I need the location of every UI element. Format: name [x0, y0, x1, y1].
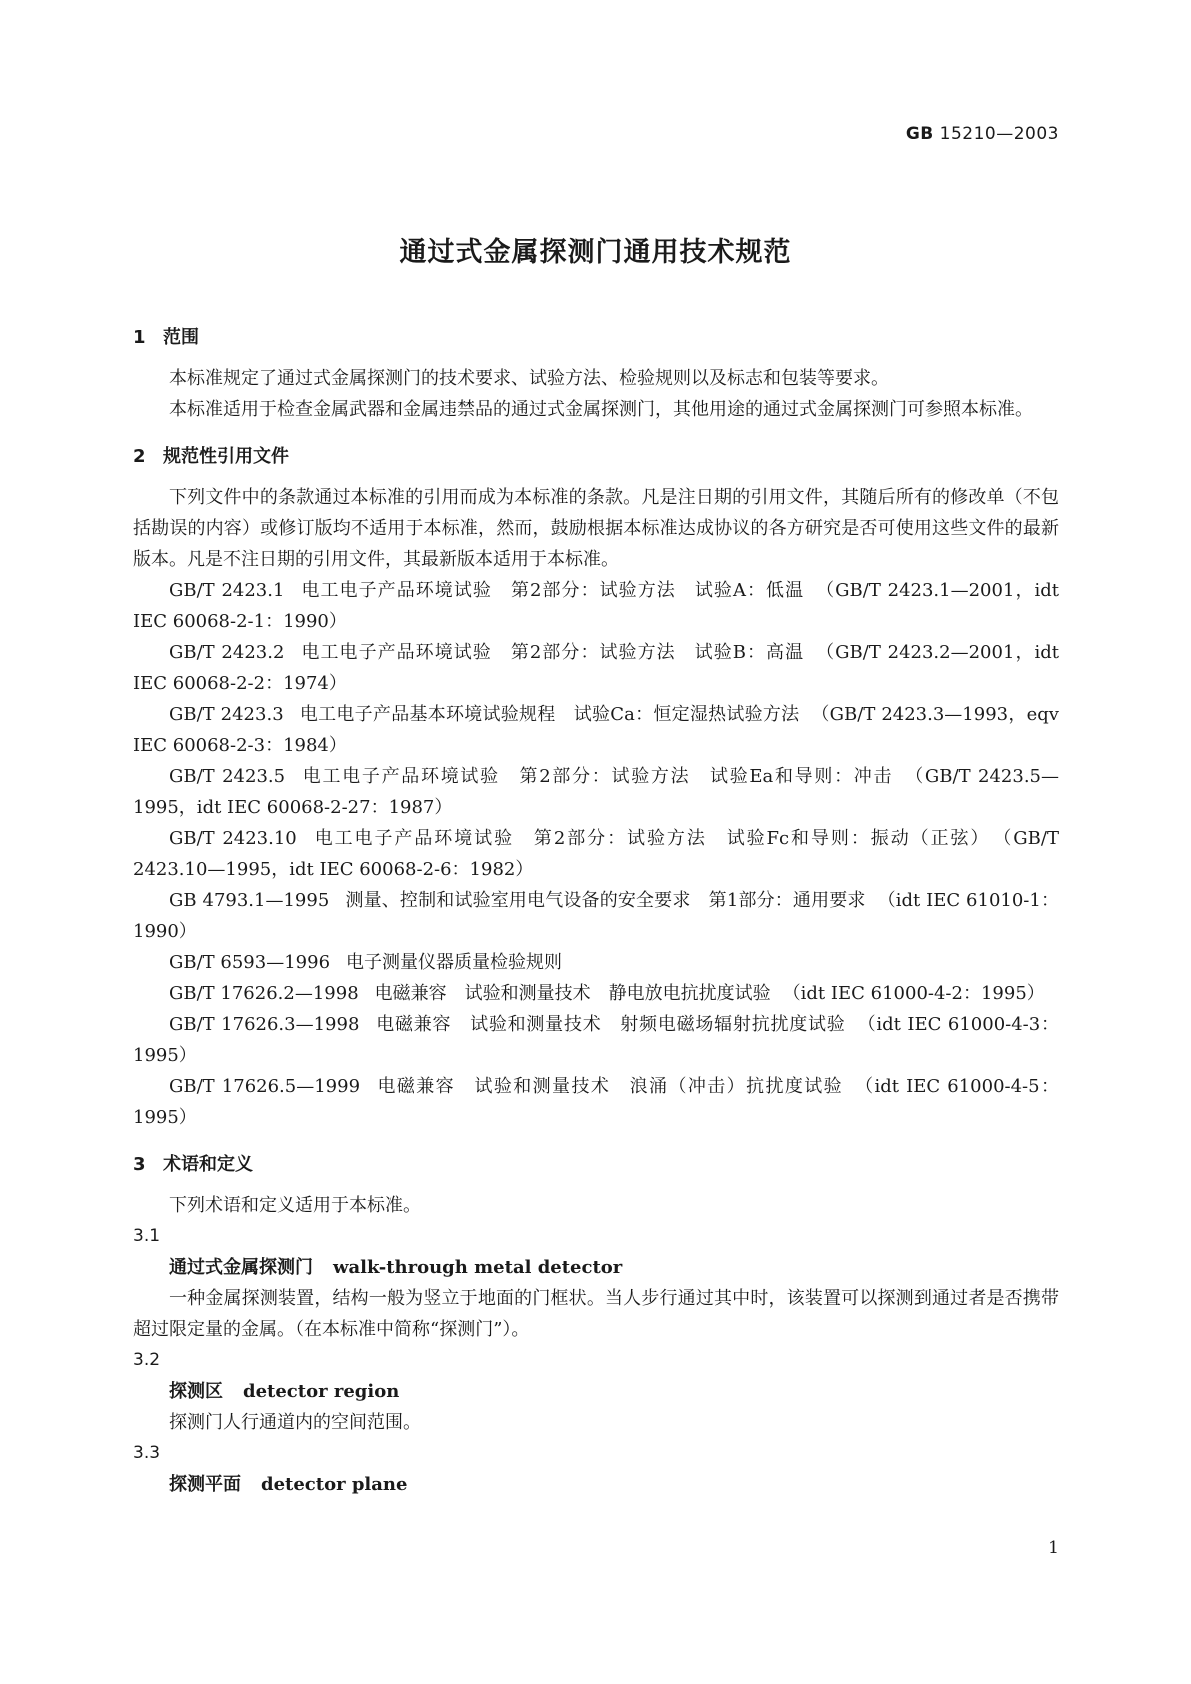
paragraph: 本标准规定了通过式金属探测门的技术要求、试验方法、检验规则以及标志和包装等要求。: [169, 368, 889, 389]
term-name-zh: 通过式金属探测门: [169, 1257, 313, 1278]
section-title: 术语和定义: [163, 1154, 253, 1175]
section-heading-terms-definitions: [133, 1149, 1059, 1180]
reference-title: 电工电子产品环境试验 第2部分：试验方法 试验Fc和导则：振动（正弦）: [312, 828, 991, 849]
document-title: 通过式金属探测门通用技术规范: [399, 237, 792, 268]
reference-note: （GB/T 2423.2—2001，idt IEC 60068-2-2：1974）: [133, 642, 1059, 694]
term-name-zh: 探测平面: [169, 1474, 241, 1495]
standard-code-prefix: GB: [905, 124, 934, 144]
page-number: 1: [1048, 1538, 1059, 1558]
reference-title: 电工电子产品环境试验 第2部分：试验方法 试验A：低温: [300, 580, 805, 601]
reference-title: 电磁兼容 试验和测量技术 静电放电抗扰度试验: [374, 983, 771, 1004]
reference-title: 电子测量仪器质量检验规则: [346, 952, 563, 973]
section-title: 范围: [163, 327, 199, 348]
term-name: [133, 1469, 1059, 1500]
reference-title: 测量、控制和试验室用电气设备的安全要求 第1部分：通用要求: [345, 890, 866, 911]
reference-code: GB/T 2423.2: [169, 642, 285, 663]
reference-note: （GB/T 2423.3—1993，eqv IEC 60068-2-3：1984）: [133, 704, 1059, 756]
reference-code: GB/T 17626.3—1998: [169, 1014, 360, 1035]
reference-item: [133, 699, 1059, 761]
paragraph: 本标准适用于检查金属武器和金属违禁品的通过式金属探测门，其他用途的通过式金属探测门可参照本标准。: [169, 399, 1033, 420]
reference-item: [133, 823, 1059, 885]
term-definition: 探测门人行通道内的空间范围。: [169, 1412, 421, 1433]
reference-item: [133, 637, 1059, 699]
reference-note: （GB/T 2423.5—1995，idt IEC 60068-2-27：1987）: [133, 766, 1059, 818]
section-heading-normative-references: [133, 441, 1059, 472]
standard-code-number: 15210—2003: [933, 124, 1059, 144]
section-title: 规范性引用文件: [163, 446, 289, 467]
term-number: 3.1: [133, 1226, 161, 1246]
reference-note: （idt IEC 61000-4-2：1995）: [782, 983, 1045, 1004]
reference-title: 电磁兼容 试验和测量技术 射频电磁场辐射抗扰度试验: [375, 1014, 846, 1035]
reference-note: （GB/T 2423.1—2001，idt IEC 60068-2-1：1990）: [133, 580, 1060, 632]
reference-code: GB/T 17626.2—1998: [169, 983, 359, 1004]
reference-note: （idt IEC 61000-4-5：1995）: [133, 1076, 1059, 1128]
term-name: [133, 1376, 1059, 1407]
reference-code: GB/T 2423.3: [169, 704, 284, 725]
reference-item: [133, 1071, 1059, 1133]
term-number: 3.3: [133, 1443, 161, 1463]
term-name-en: detector region: [243, 1381, 400, 1402]
reference-item: [133, 885, 1059, 947]
reference-title: 电工电子产品基本环境试验规程 试验Ca：恒定湿热试验方法: [299, 704, 800, 725]
section-number: 3: [133, 1154, 146, 1175]
term-name: [133, 1252, 1059, 1283]
document-body: [133, 322, 1059, 1500]
reference-code: GB/T 2423.5: [169, 766, 286, 787]
standard-code: [906, 124, 1059, 144]
term-name-en: walk-through metal detector: [333, 1257, 623, 1278]
term-name-zh: 探测区: [169, 1381, 223, 1402]
reference-title: 电工电子产品环境试验 第2部分：试验方法 试验Ea和导则：冲击: [301, 766, 894, 787]
section-number: 2: [133, 446, 146, 467]
reference-item: [133, 575, 1059, 637]
reference-item: [133, 947, 1059, 978]
section-heading-scope: [133, 322, 1059, 353]
section-number: 1: [133, 327, 146, 348]
reference-code: GB/T 2423.1: [169, 580, 285, 601]
term-definition: 一种金属探测装置，结构一般为竖立于地面的门框状。当人步行通过其中时，该装置可以探测到通过者是否携带超过限定量的金属。（在本标准中简称“探测门”）。: [133, 1288, 1059, 1340]
paragraph: 下列文件中的条款通过本标准的引用而成为本标准的条款。凡是注日期的引用文件，其随后所有的修改单（不包括勘误的内容）或修订版均不适用于本标准，然而，鼓励根据本标准达成协议的各方研究是否可使用这些文件的最新版本。凡是不注日期的引用文件，其最新版本适用于本标准。: [133, 487, 1059, 570]
reference-note: （idt IEC 61010-1：1990）: [133, 890, 1059, 942]
reference-code: GB/T 17626.5—1999: [169, 1076, 361, 1097]
reference-title: 电工电子产品环境试验 第2部分：试验方法 试验B：高温: [300, 642, 805, 663]
reference-title: 电磁兼容 试验和测量技术 浪涌（冲击）抗扰度试验: [376, 1076, 844, 1097]
term-number: 3.2: [133, 1350, 161, 1370]
reference-code: GB/T 2423.10: [169, 828, 297, 849]
reference-code: GB/T 6593—1996: [169, 952, 331, 973]
reference-item: [133, 1009, 1059, 1071]
term-name-en: detector plane: [261, 1474, 408, 1495]
reference-code: GB 4793.1—1995: [169, 890, 330, 911]
reference-note: （idt IEC 61000-4-3：1995）: [133, 1014, 1059, 1066]
reference-item: [133, 978, 1059, 1009]
paragraph: 下列术语和定义适用于本标准。: [169, 1195, 421, 1216]
reference-note: （GB/T 2423.10—1995，idt IEC 60068-2-6：1982）: [133, 828, 1059, 880]
reference-item: [133, 761, 1059, 823]
